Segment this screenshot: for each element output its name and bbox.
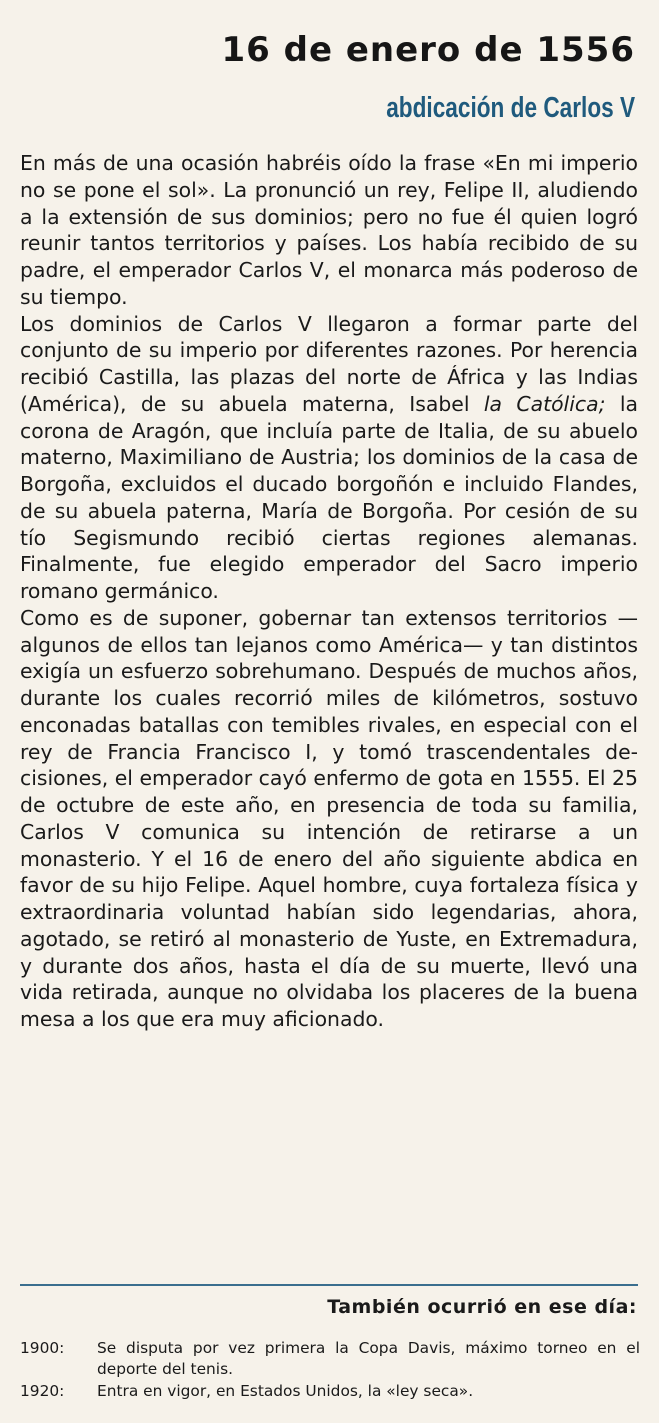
list-item [20, 1381, 640, 1402]
event-year: 1900: [20, 1339, 65, 1357]
paragraph-2-start: Los dominios de Carlos V llegaron a formar parte del conjunto de su imperio por diferentes razones. Por herencia recibió Castilla, las plazas del norte de África y las Indias (América), de su abuela materna, Isabel [20, 311, 638, 416]
date-title: 16 de enero de 1556 [221, 30, 635, 70]
paragraph-2 [20, 311, 638, 605]
event-year: 1920: [20, 1382, 65, 1400]
also-happened-heading: También ocurrió en ese día: [327, 1296, 637, 1318]
paragraph-3: Como es de suponer, gobernar tan extensos territorios —algunos de ellos tan lejanos como América— y tan distintos exigía un esfuerzo sobrehumano. Después de muchos años, durante los cuales recorrió miles de kilómetros, sostuvo enconadas batallas con temibles rivales, en especial con el rey de Francia Francisco I, y tomó trascendentales decisiones, el emperador cayó enfermo de gota en 1555. El 25 de octubre de este año, en presencia de toda su familia, Carlos V comunica su intención de retirarse a un monasterio. Y el 16 de enero del año siguiente abdica en favor de su hijo Felipe. Aquel hombre, cuya fortaleza física y extraordinaria voluntad habían sido legendarias, ahora, agotado, se retiró al monasterio de Yuste, en Extremadura, y durante dos años, hasta el día de su muerte, llevó una vida retirada, aunque no olvidaba los placeres de la buena mesa a los que era muy aficionado. [20, 605, 638, 1031]
article-body [20, 150, 638, 1033]
events-list [20, 1338, 640, 1404]
event-text: Entra en vigor, en Estados Unidos, la «ley seca». [97, 1382, 474, 1400]
list-item [20, 1338, 640, 1379]
event-text: Se disputa por vez primera la Copa Davis, máximo torneo en el deporte del tenis. [97, 1339, 640, 1378]
paragraph-2-italic: la Católica; [483, 391, 606, 416]
section-divider [20, 1284, 638, 1286]
paragraph-1: En más de una ocasión habréis oído la frase «En mi imperio no se pone el sol». La pronunció un rey, Felipe II, aludiendo a la extensión de sus dominios; pero no fue él quien logró reunir tantos territorios y países. Los había recibido de su padre, el emperador Carlos V, el monarca más poderoso de su tiempo. [20, 151, 638, 309]
page-subtitle: abdicación de Carlos V [386, 92, 635, 124]
paragraph-2-end: la corona de Aragón, que incluía parte de Italia, de su abuelo materno, Maximiliano de Austria; los dominios de la casa de Borgoña, excluidos el ducado borgoñón e incluido Flandes, de su abuela paterna, María de Borgoña. Por cesión de su tío Segismundo recibió ciertas regiones alemanas. Finalmente, fue elegido emperador del Sacro imperio romano germánico. [20, 391, 638, 603]
